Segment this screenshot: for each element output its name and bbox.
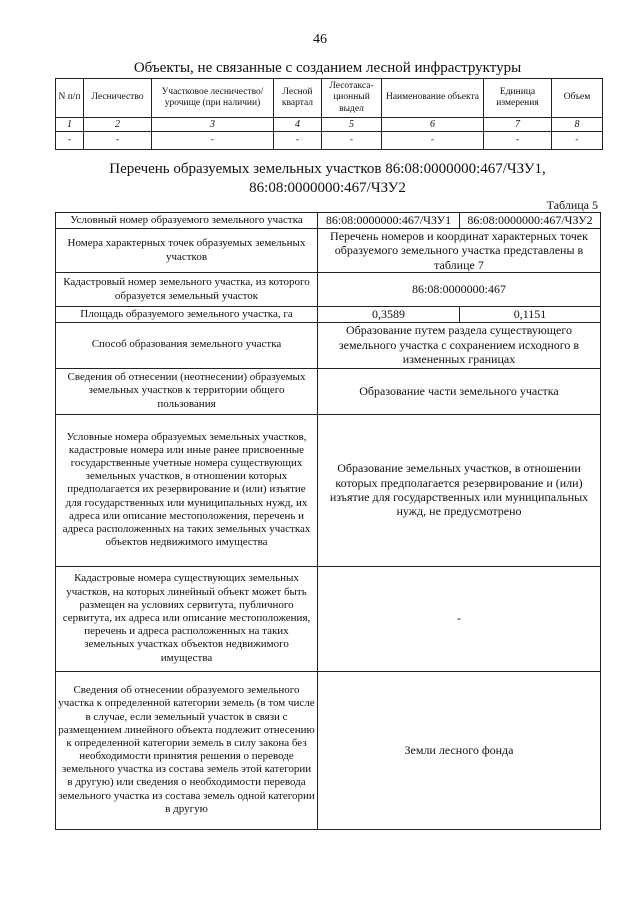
table-row: [56, 307, 601, 322]
column-number: 6: [382, 118, 484, 132]
row-label: Номера характерных точек образуемых земельных участков: [56, 229, 318, 273]
table-cell: -: [84, 132, 152, 150]
objects-table: [55, 78, 603, 150]
row-value: Образование земельных участков, в отношении которых предполагается резервирование и (или) изъятие для государственных или муниципальных нужд, не предусмотрено: [318, 414, 601, 566]
header-cell: Единица измерения: [484, 79, 552, 118]
header-cell: Объем: [552, 79, 603, 118]
section-title-objects: Объекты, не связанные с созданием лесной инфраструктуры: [133, 60, 522, 76]
table-row: [56, 414, 601, 566]
table-label: Таблица 5: [546, 198, 598, 212]
title-line-1: Перечень образуемых земельных участков 86:08:0000000:467/ЧЗУ1,: [109, 161, 546, 177]
table-row: [56, 671, 601, 829]
section-title-parcels: [55, 160, 600, 198]
table-cell: -: [552, 132, 603, 150]
table-cell: -: [152, 132, 274, 150]
table-row: [56, 229, 601, 273]
column-number: 7: [484, 118, 552, 132]
table-row: [56, 273, 601, 307]
column-number: 2: [84, 118, 152, 132]
table-cell: -: [484, 132, 552, 150]
header-cell: Лесотакса-ционный выдел: [322, 79, 382, 118]
row-value: 0,1151: [460, 307, 601, 322]
row-label: Сведения об отнесении образуемого земельного участка к определенной категории земель (в том числе в случае, если земельный участок в связи с размещением линейного объекта подлежит отнесению к определенной категории земель в силу закона без необходимости принятия решения о переводе земельного участка из состава земель этой категории в другую) или сведения о необходимости перевода земельного участка из состава земель одной категории в другую: [56, 671, 318, 829]
table-row: [56, 213, 601, 229]
title-line-2: 86:08:0000000:467/ЧЗУ2: [249, 179, 406, 196]
table-cell: -: [56, 132, 84, 150]
header-cell: N п/п: [56, 79, 84, 118]
page-number: 46: [313, 32, 327, 47]
row-label: Кадастровые номера существующих земельных участков, на которых линейный объект может быть размещен на условиях сервитута, публичного сервитута, их адреса или описание местоположения, перечень и адреса расположенных на таких земельных участках объектов недвижимого имущества: [56, 566, 318, 671]
row-value: Образование части земельного участка: [318, 368, 601, 414]
row-label: Сведения об отнесении (неотнесении) образуемых земельных участков к территории общего пользования: [56, 368, 318, 414]
column-number: 5: [322, 118, 382, 132]
row-value: 86:08:0000000:467/ЧЗУ2: [460, 213, 601, 229]
row-label: Кадастровый номер земельного участка, из которого образуется земельный участок: [56, 273, 318, 307]
column-number: 1: [56, 118, 84, 132]
table-cell: -: [274, 132, 322, 150]
row-label: Условный номер образуемого земельного участка: [56, 213, 318, 229]
column-number: 8: [552, 118, 603, 132]
parcels-table: [55, 212, 601, 830]
table-row: [56, 322, 601, 368]
table-row: [56, 368, 601, 414]
header-cell: Участковое лесничество/урочище (при наличии): [152, 79, 274, 118]
row-value: 86:08:0000000:467/ЧЗУ1: [318, 213, 460, 229]
row-value: Образование путем раздела существующего земельного участка с сохранением исходного в измененных границах: [318, 322, 601, 368]
table-cell: -: [322, 132, 382, 150]
header-cell: Наименование объекта: [382, 79, 484, 118]
row-label: Площадь образуемого земельного участка, га: [56, 307, 318, 322]
column-number: 4: [274, 118, 322, 132]
row-label: Условные номера образуемых земельных участков, кадастровые номера или иные ранее присвоенные государственные учетные номера существующих земельных участков, в отношении которых предполагается их резервирование и (или) изъятие для государственных или муниципальных нужд, их адреса или описание местоположения, перечень и адреса расположенных на таких земельных участках объектов недвижимого имущества: [56, 414, 318, 566]
row-value: 86:08:0000000:467: [318, 273, 601, 307]
row-label: Способ образования земельного участка: [56, 322, 318, 368]
table-cell: -: [382, 132, 484, 150]
row-value: Земли лесного фонда: [318, 671, 601, 829]
header-cell: Лесничество: [84, 79, 152, 118]
row-value: -: [318, 566, 601, 671]
table-row: [56, 566, 601, 671]
row-value: 0,3589: [318, 307, 460, 322]
row-value: Перечень номеров и координат характерных точек образуемого земельного участка представлены в таблице 7: [318, 229, 601, 273]
column-number: 3: [152, 118, 274, 132]
header-cell: Лесной квартал: [274, 79, 322, 118]
